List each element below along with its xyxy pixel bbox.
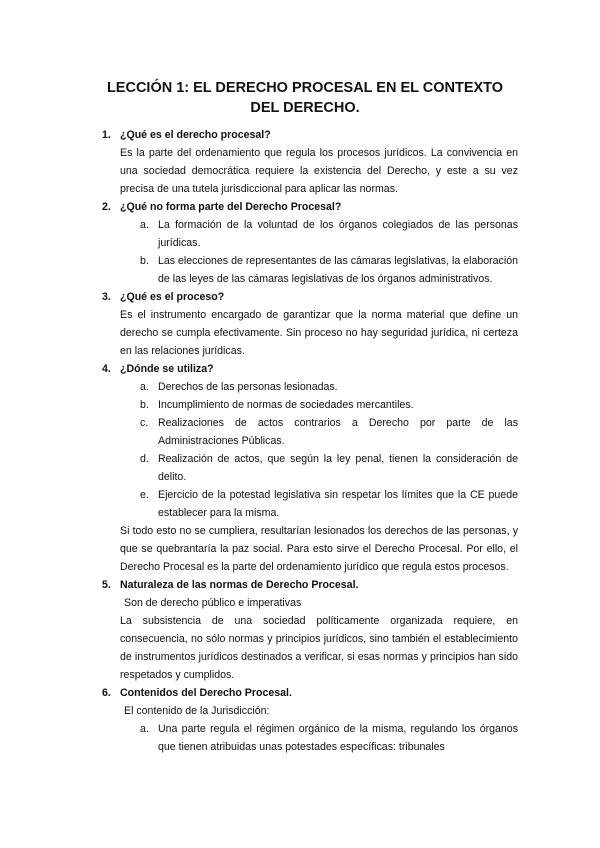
section-number: 4. bbox=[102, 363, 111, 375]
page-title: LECCIÓN 1: EL DERECHO PROCESAL EN EL CONTEXTO DEL DERECHO. bbox=[106, 80, 504, 116]
section-heading bbox=[102, 684, 518, 702]
list-item-letter: a. bbox=[140, 723, 149, 735]
list-item-letter: b. bbox=[140, 255, 149, 267]
list-item bbox=[102, 252, 518, 288]
section-6 bbox=[102, 684, 518, 756]
section-heading bbox=[102, 198, 518, 216]
section-lead: Son de derecho público e imperativas bbox=[124, 597, 302, 609]
section-paragraph: Si todo esto no se cumpliera, resultarían lesionados los derechos de las personas, y que se quebrantaría la paz social. Para esto sirve el Derecho Procesal. Por ello, el Derecho Procesal es la parte del ordenamiento jurídico que regula estos procesos. bbox=[120, 525, 518, 573]
list-item-text: Ejercicio de la potestad legislativa sin respetar los límites que la CE puede establecer para la misma. bbox=[158, 489, 518, 519]
section-heading bbox=[102, 126, 518, 144]
list-item bbox=[102, 720, 518, 756]
list-item-text: Incumplimiento de normas de sociedades mercantiles. bbox=[158, 399, 414, 411]
list-item-letter: c. bbox=[140, 417, 149, 429]
section-5 bbox=[102, 576, 518, 684]
list-item bbox=[102, 378, 518, 396]
section-2 bbox=[102, 198, 518, 288]
list-item bbox=[102, 396, 518, 414]
section-heading-text: ¿Dónde se utiliza? bbox=[120, 363, 214, 375]
section-heading-text: Contenidos del Derecho Procesal. bbox=[120, 687, 292, 699]
section-3 bbox=[102, 288, 518, 360]
section-number: 2. bbox=[102, 201, 111, 213]
list-item-text: La formación de la voluntad de los órganos colegiados de las personas jurídicas. bbox=[158, 219, 518, 249]
section-number: 6. bbox=[102, 687, 111, 699]
section-1 bbox=[102, 126, 518, 198]
section-heading-text: ¿Qué es el derecho procesal? bbox=[120, 129, 271, 141]
list-item-letter: e. bbox=[140, 489, 149, 501]
list-item-letter: a. bbox=[140, 219, 149, 231]
list-item bbox=[102, 450, 518, 486]
section-lead: El contenido de la Jurisdicción: bbox=[124, 705, 270, 717]
list-item-text: Las elecciones de representantes de las cámaras legislativas, la elaboración de las leyes de las cámaras legislativas de los órganos administrativos. bbox=[158, 255, 518, 285]
list-item bbox=[102, 414, 518, 450]
list-item bbox=[102, 486, 518, 522]
list-item-letter: d. bbox=[140, 453, 149, 465]
section-number: 3. bbox=[102, 291, 111, 303]
section-paragraph: Es el instrumento encargado de garantizar que la norma material que define un derecho se cumpla efectivamente. Sin proceso no hay seguridad jurídica, ni certeza en las relaciones jurídicas. bbox=[120, 309, 518, 357]
section-heading-text: ¿Qué no forma parte del Derecho Procesal? bbox=[120, 201, 342, 213]
list-item-text: Derechos de las personas lesionadas. bbox=[158, 381, 338, 393]
section-number: 5. bbox=[102, 579, 111, 591]
list-item-text: Realizaciones de actos contrarios a Derecho por parte de las Administraciones Públicas. bbox=[158, 417, 518, 447]
list-item-text: Realización de actos, que según la ley penal, tienen la consideración de delito. bbox=[158, 453, 518, 483]
list-item bbox=[102, 216, 518, 252]
document-body bbox=[102, 126, 518, 756]
list-item-letter: a. bbox=[140, 381, 149, 393]
section-heading bbox=[102, 288, 518, 306]
section-4 bbox=[102, 360, 518, 576]
section-number: 1. bbox=[102, 129, 111, 141]
section-heading-text: ¿Qué es el proceso? bbox=[120, 291, 225, 303]
list-item-letter: b. bbox=[140, 399, 149, 411]
section-heading bbox=[102, 576, 518, 594]
section-heading-text: Naturaleza de las normas de Derecho Procesal. bbox=[120, 579, 359, 591]
list-item-text: Una parte regula el régimen orgánico de la misma, regulando los órganos que tienen atribuidas unas potestades específicas: tribunales bbox=[158, 723, 518, 753]
section-paragraph: Es la parte del ordenamiento que regula los procesos jurídicos. La convivencia en una sociedad democrática requiere la existencia del Derecho, y este a su vez precisa de una tutela jurisdiccional para aplicar las normas. bbox=[120, 147, 518, 195]
section-paragraph: La subsistencia de una sociedad políticamente organizada requiere, en consecuencia, no sólo normas y principios jurídicos, sino también el establecimiento de instrumentos jurídicos destinados a verificar, si esas normas y principios han sido respetados y cumplidos. bbox=[120, 615, 518, 681]
section-heading bbox=[102, 360, 518, 378]
